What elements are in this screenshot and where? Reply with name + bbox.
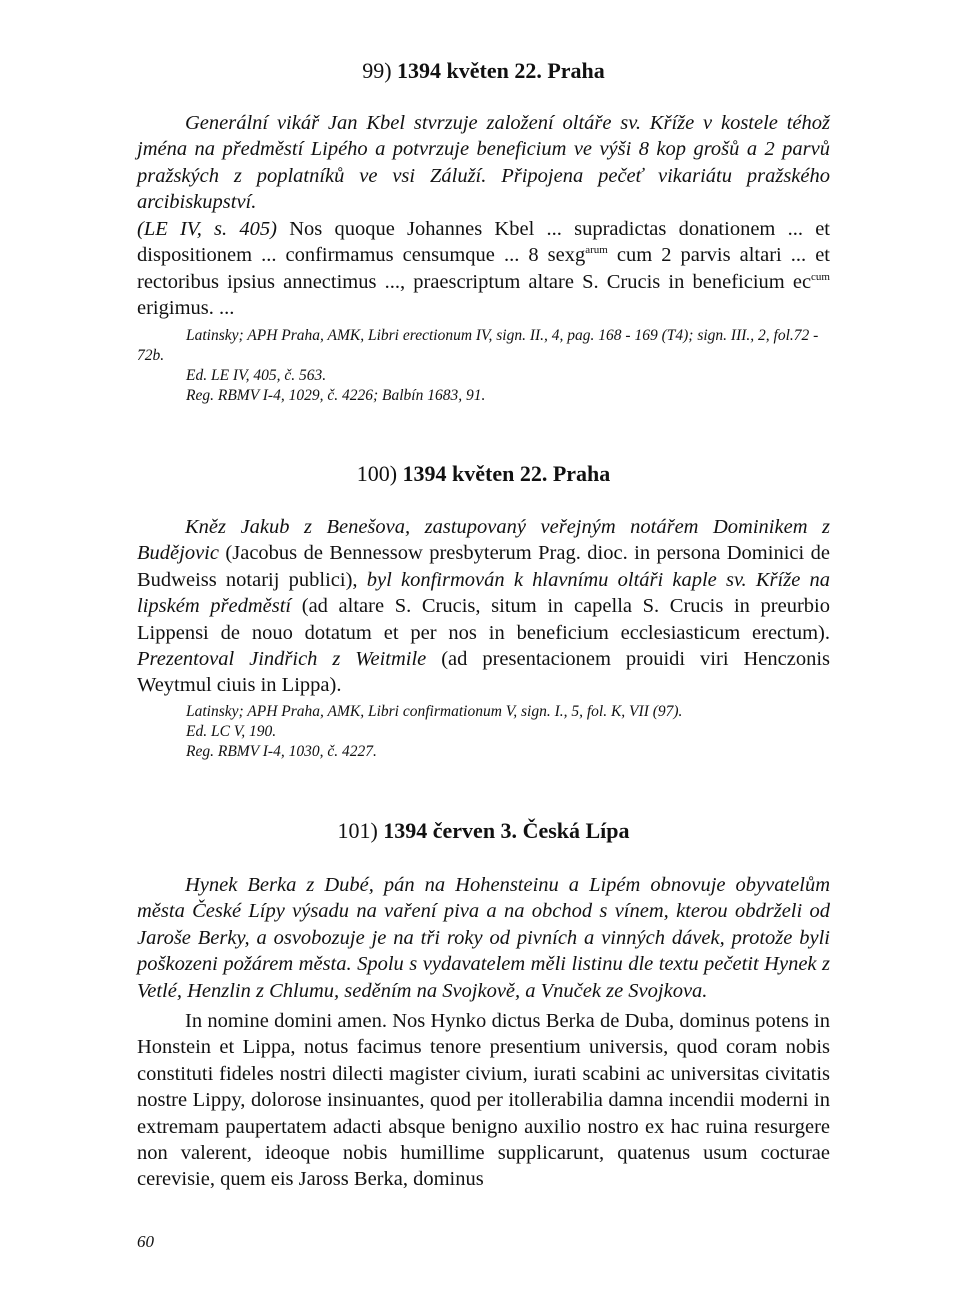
entry-101-heading: 101) 1394 červen 3. Česká Lípa <box>337 818 630 843</box>
entry-99-edition: Ed. LE IV, 405, č. 563. <box>186 367 327 384</box>
page-number: 60 <box>137 1232 154 1251</box>
entry-100-edition: Ed. LC V, 190. <box>186 723 277 740</box>
entry-100-text: Kněz Jakub z Benešova, zastupovaný veřejným notářem Dominikem z Budějovic (Jacobus de Bennessow presbyterum Prag. dioc. in persona Dominici de Budweiss notarij publici), byl konfirmován k hlavnímu oltáři kaple sv. Kříže na lipském předměstí (ad altare S. Crucis, situm in capella S. Crucis in preurbio Lippensi de nouo dotatum et per nos in beneficium ecclesiasticum erectum). Prezentoval Jindřich z Weitmile (ad presentacionem prouidi viri Henczonis Weytmul ciuis in Lippa). <box>137 516 830 697</box>
entry-99-summary: Generální vikář Jan Kbel stvrzuje založení oltáře sv. Kříže v kostele téhož jména na předměstí Lipého a potvrzuje beneficium ve výši 8 kop grošů a 2 parvů pražských z poplatníků ve vsi Záluží. Připojena pečeť vikariátu pražského arcibiskupství. <box>137 112 830 214</box>
entry-99-heading: 99) 1394 květen 22. Praha <box>362 58 605 83</box>
entry-99-regest: Reg. RBMV I-4, 1029, č. 4226; Balbín 1683, 91. <box>186 387 486 404</box>
entry-100-source: Latinsky; APH Praha, AMK, Libri confirmationum V, sign. I., 5, fol. K, VII (97). <box>186 703 683 720</box>
entry-100-heading: 100) 1394 květen 22. Praha <box>356 461 611 486</box>
entry-99-meta <box>137 326 830 406</box>
entry-100-regest: Reg. RBMV I-4, 1030, č. 4227. <box>186 743 377 760</box>
entry-101-summary: Hynek Berka z Dubé, pán na Hohensteinu a Lipém obnovuje obyvatelům města České Lípy výsadu na vaření piva a na obchod s vínem, kterou obdrželi od Jaroše Berky, a osvobozuje je na tři roky od pivních a vinných dávek, protože byli poškozeni požárem města. Spolu s vydavatelem měli listinu dle textu pečetit Hynek z Vetlé, Henzlin z Chlumu, seděním na Svojkově, a Vnuček ze Svojkova. <box>137 874 830 1002</box>
entry-99-text: (LE IV, s. 405) Nos quoque Johannes Kbel ... supradictas donationem ... et dispositionem ... confirmamus censumque ... 8 sexg$^{arum}$ cum 2 parvis altari ... et rectoribus ipsius annectimus ..., praescriptum altare S. Crucis in beneficium $ec^{cum}$ erigimus. ... <box>137 218 830 320</box>
entry-100-meta <box>137 702 830 762</box>
entry-99-source: Latinsky; APH Praha, AMK, Libri erectionum IV, sign. II., 4, pag. 168 - 169 (T4); sign. III., 2, fol.72 - 72b. <box>137 327 819 364</box>
entry-101-text: In nomine domini amen. Nos Hynko dictus Berka de Duba, dominus potens in Honstein et Lippa, notus facimus tenore presentium universis, quod coram nobis constituti fideles nostri dilecti magister civium, iurati scabini ac universitas civitatis nostre Lippy, dolorose insinuantes, quod per itollerabilia damna incendii moderni in extremam paupertatem adacti absque benigno auxilio nostro ex hac ruina resurgere non valerent, ideoque nobis humillime supplicarunt, quatenus usum cocturae cerevisie, quem eis Jaross Berka, dominus <box>137 1010 830 1191</box>
